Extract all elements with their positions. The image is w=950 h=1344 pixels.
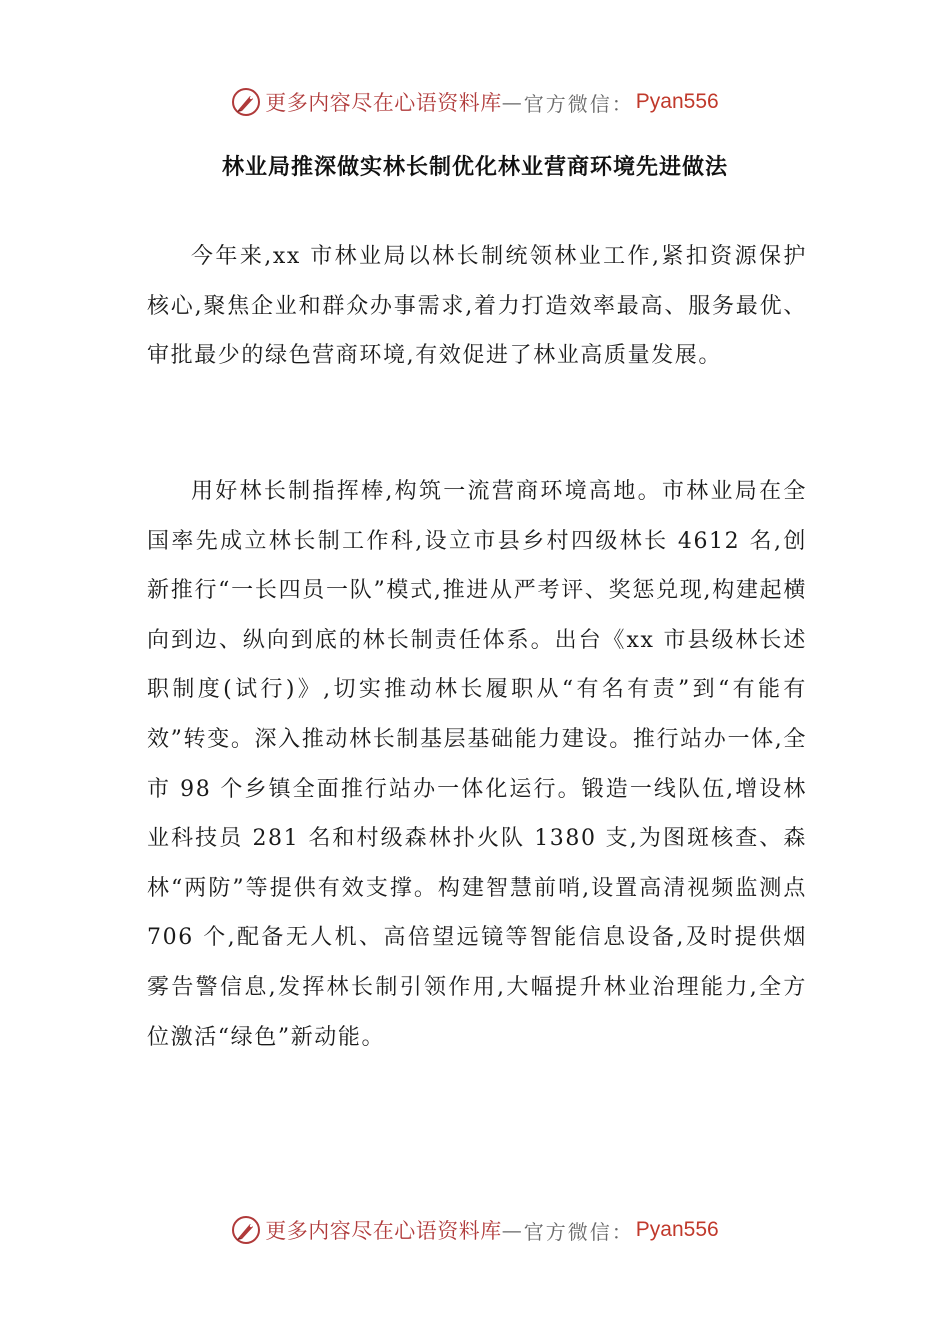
separator-dash: — [501,90,524,114]
header-banner [0,82,950,122]
official-wechat-label: 官方微信： [523,91,634,116]
document-title: 林业局推深做实林长制优化林业营商环境先进做法 [221,155,728,180]
pen-nib-logo-icon [231,1215,261,1245]
separator-dash: — [501,1218,524,1242]
promo-text: 更多内容尽在心语资料库 [265,91,502,115]
footer-banner [0,1210,950,1250]
paragraph-1-container [147,232,807,381]
pen-nib-logo-icon [231,87,261,117]
official-wechat-label: 官方微信： [523,1219,634,1244]
paragraph-1: 今年来,xx 市林业局以林长制统领林业工作,紧扣资源保护核心,聚焦企业和群众办事需求,着力打造效率最高、服务最优、审批最少的绿色营商环境,有效促进了林业高质量发展。 [147,244,807,369]
paragraph-2-container [147,467,807,1062]
wechat-id: Pyan556 [635,1218,719,1241]
wechat-id: Pyan556 [635,90,719,113]
promo-text: 更多内容尽在心语资料库 [265,1219,502,1243]
paragraph-2: 用好林长制指挥棒,构筑一流营商环境高地。市林业局在全国率先成立林长制工作科,设立市县乡村四级林长 4612 名,创新推行“一长四员一队”模式,推进从严考评、奖惩兑现,构建起横向到边、纵向到底的林长制责任体系。出台《xx 市县级林长述职制度(试行)》,切实推动林长履职从“有名有责”到“有能有效”转变。深入推动林长制基层基础能力建设。推行站办一体,全市 98 个乡镇全面推行站办一体化运行。锻造一线队伍,增设林业科技员 281 名和村级森林扑火队 1380 支,为图斑核查、森林“两防”等提供有效支撑。构建智慧前哨,设置高清视频监测点 706 个,配备无人机、高倍望远镜等智能信息设备,及时提供烟雾告警信息,发挥林长制引领作用,大幅提升林业治理能力,全方位激活“绿色”新动能。 [147,479,807,1050]
